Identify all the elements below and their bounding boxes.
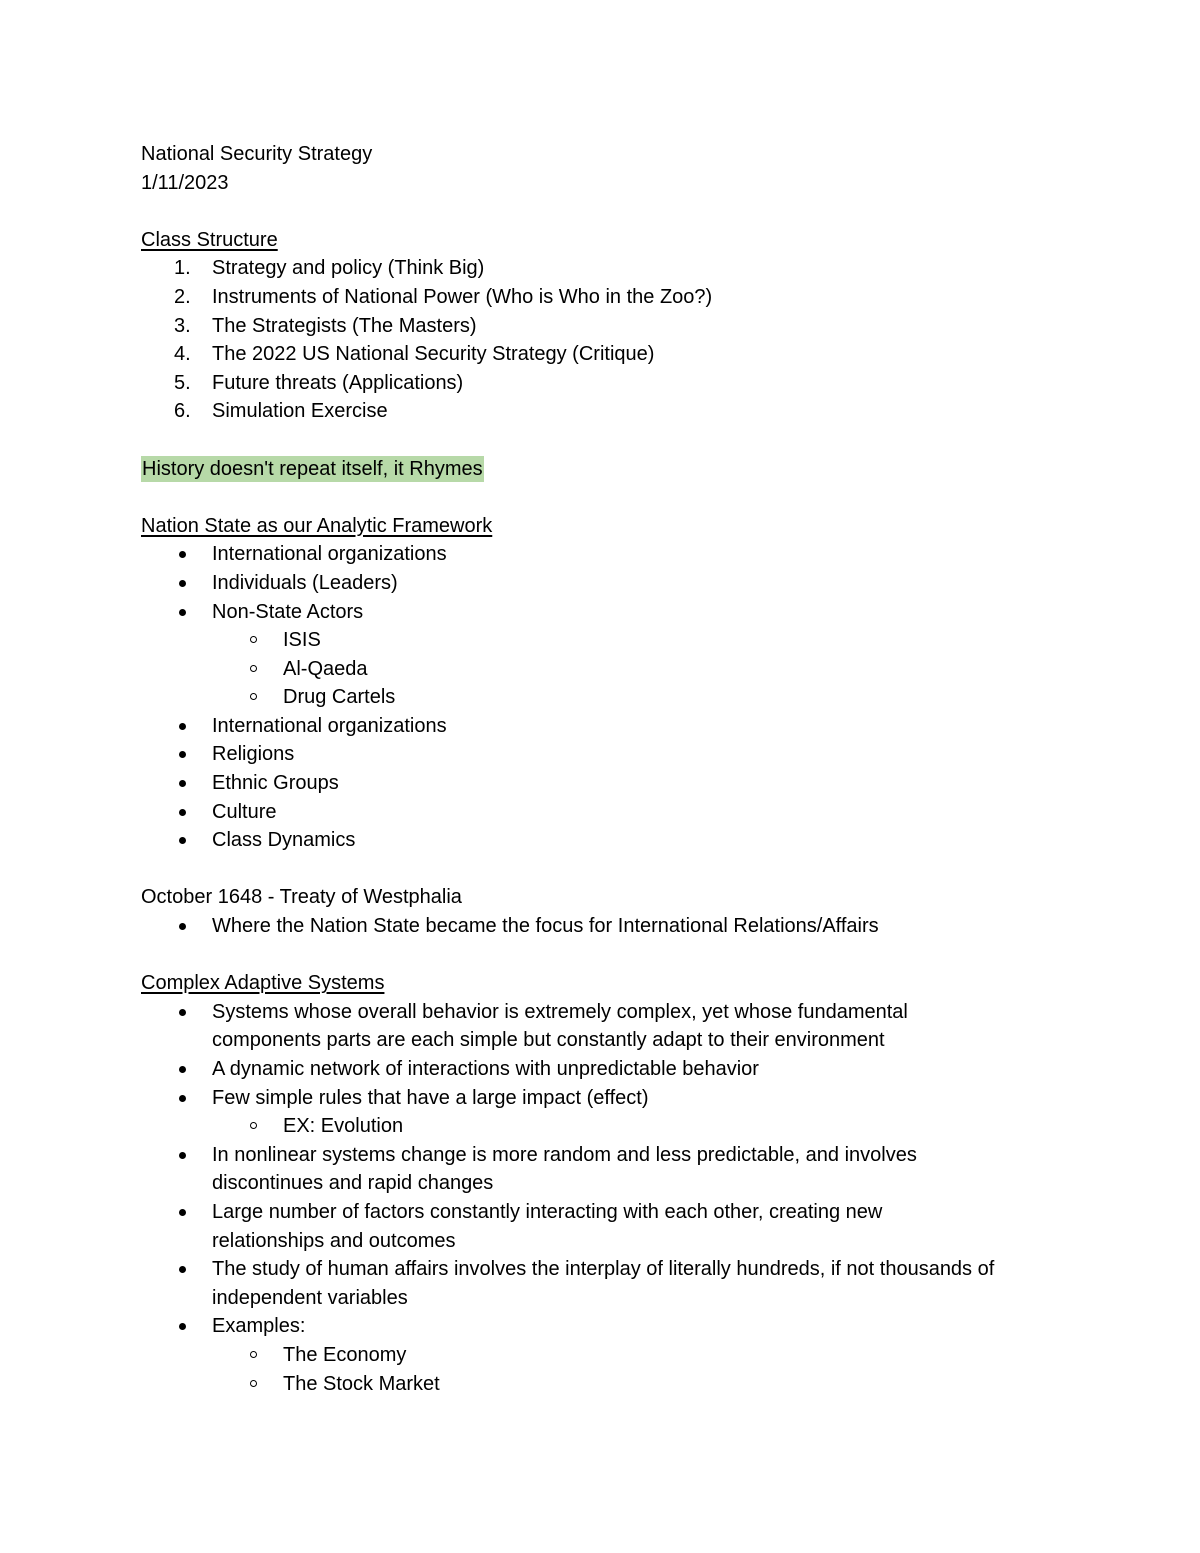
list-item: Few simple rules that have a large impact (effect) bbox=[141, 1084, 1101, 1113]
list-item: The study of human affairs involves the interplay of literally hundreds, if not thousands of independent variables bbox=[141, 1255, 1101, 1312]
list-item: Class Dynamics bbox=[141, 826, 1101, 855]
highlighted-quote: History doesn't repeat itself, it Rhymes bbox=[142, 457, 483, 480]
sub-list-item: EX: Evolution bbox=[141, 1112, 1101, 1141]
class-structure-list bbox=[141, 254, 1101, 426]
complex-systems-list bbox=[141, 998, 1101, 1398]
nation-state-heading: Nation State as our Analytic Framework bbox=[141, 514, 493, 537]
list-item: Individuals (Leaders) bbox=[141, 569, 1101, 598]
list-item: Where the Nation State became the focus for International Relations/Affairs bbox=[141, 912, 1101, 941]
list-item: 1. Strategy and policy (Think Big) bbox=[174, 257, 485, 280]
westphalia-heading: October 1648 - Treaty of Westphalia bbox=[141, 886, 462, 909]
document-title: National Security Strategy bbox=[141, 143, 373, 165]
list-item: Ethnic Groups bbox=[141, 769, 1101, 798]
list-item: International organizations bbox=[141, 540, 1101, 569]
list-item: Large number of factors constantly interacting with each other, creating new relationships and outcomes bbox=[141, 1198, 1101, 1255]
list-item: A dynamic network of interactions with unpredictable behavior bbox=[141, 1055, 1101, 1084]
complex-systems-heading: Complex Adaptive Systems bbox=[141, 972, 385, 995]
list-item: Examples: bbox=[141, 1312, 1101, 1341]
sub-list-item: The Stock Market bbox=[141, 1370, 1101, 1399]
list-item: In nonlinear systems change is more random and less predictable, and involves discontinues and rapid changes bbox=[141, 1141, 1101, 1198]
list-item: 3. The Strategists (The Masters) bbox=[174, 314, 477, 337]
list-item: Culture bbox=[141, 798, 1101, 827]
class-structure-heading: Class Structure bbox=[141, 228, 278, 251]
nation-state-list bbox=[141, 540, 1101, 855]
list-item: Religions bbox=[141, 740, 1101, 769]
westphalia-list bbox=[141, 912, 1101, 941]
list-item: Non-State Actors bbox=[141, 598, 1101, 627]
document-page bbox=[141, 140, 1101, 1398]
sub-list-item: Drug Cartels bbox=[141, 683, 1101, 712]
sub-list-item: ISIS bbox=[141, 626, 1101, 655]
list-item: 6. Simulation Exercise bbox=[174, 400, 388, 423]
sub-list-item: The Economy bbox=[141, 1341, 1101, 1370]
document-date: 1/11/2023 bbox=[141, 171, 229, 194]
list-item: Systems whose overall behavior is extremely complex, yet whose fundamental components parts are each simple but constantly adapt to their environment bbox=[141, 998, 1101, 1055]
list-item: International organizations bbox=[141, 712, 1101, 741]
list-item: 5. Future threats (Applications) bbox=[174, 371, 464, 394]
list-item: 2. Instruments of National Power (Who is Who in the Zoo?) bbox=[174, 285, 713, 308]
sub-list-item: Al-Qaeda bbox=[141, 655, 1101, 684]
list-item: 4. The 2022 US National Security Strategy (Critique) bbox=[174, 343, 655, 366]
